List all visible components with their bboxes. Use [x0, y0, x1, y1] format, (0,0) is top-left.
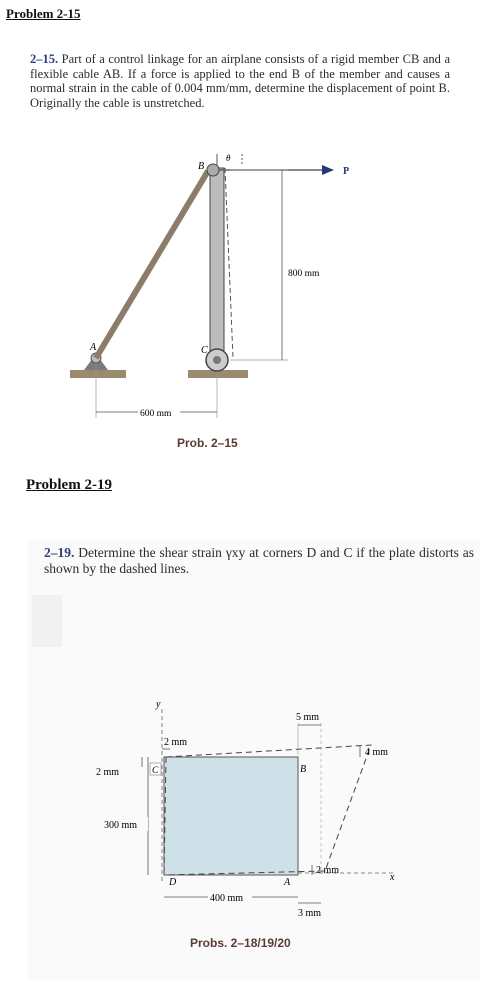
cable-ab	[96, 171, 208, 358]
figure-caption-2-15: Prob. 2–15	[177, 436, 238, 450]
problem-2-19-heading: Problem 2-19	[26, 477, 112, 493]
statement-text: Determine the shear strain γxy at corners D and C if the plate distorts as shown by the dashed lines.	[44, 545, 474, 576]
label-p: P	[343, 166, 350, 177]
plate-figure	[90, 695, 400, 920]
label-c: C	[201, 345, 208, 356]
label-y: y	[156, 699, 161, 710]
force-arrow	[322, 165, 334, 175]
pin-c-hub	[213, 356, 221, 364]
label-c: C	[152, 766, 159, 776]
problem-2-19-statement	[44, 545, 474, 576]
figure-caption-2-18-19-20: Probs. 2–18/19/20	[190, 936, 291, 950]
dim-800-label: 800 mm	[288, 269, 320, 279]
label-x: x	[390, 872, 395, 883]
member-cb	[210, 168, 224, 358]
label-a: A	[90, 342, 97, 353]
ground-a	[70, 370, 126, 378]
problem-number: 2–19.	[44, 545, 75, 560]
label-d: D	[169, 877, 177, 888]
linkage-figure	[60, 148, 390, 438]
dim-400: 400 mm	[210, 893, 244, 904]
dim-300: 300 mm	[104, 820, 138, 831]
label-theta: θ	[226, 153, 231, 163]
label-b: B	[300, 764, 307, 775]
dim-4mm: 4 mm	[365, 747, 389, 758]
statement-text: Part of a control linkage for an airplane consists of a rigid member CB and a flexible cable AB. If a force is applied to the end B of the member and causes a normal strain in the cable of 0.004 mm/mm, determine the displacement of point B. Originally the cable is unstretched.	[30, 52, 451, 110]
dim-600-label: 600 mm	[140, 409, 172, 419]
faded-region	[32, 595, 62, 647]
problem-2-15-heading: Problem 2-15	[6, 6, 81, 21]
dim-3mm: 3 mm	[298, 908, 322, 919]
dim-2mm-left: 2 mm	[96, 767, 120, 778]
problem-number: 2–15.	[30, 52, 59, 66]
displaced-line	[225, 168, 233, 358]
problem-2-15-statement	[30, 52, 450, 110]
dim-2mm-right: 2 mm	[316, 865, 340, 876]
label-b: B	[198, 161, 205, 172]
dim-2mm-top: 2 mm	[164, 737, 188, 748]
plate	[164, 757, 298, 875]
label-a: A	[284, 877, 291, 888]
dim-5mm: 5 mm	[296, 712, 320, 723]
